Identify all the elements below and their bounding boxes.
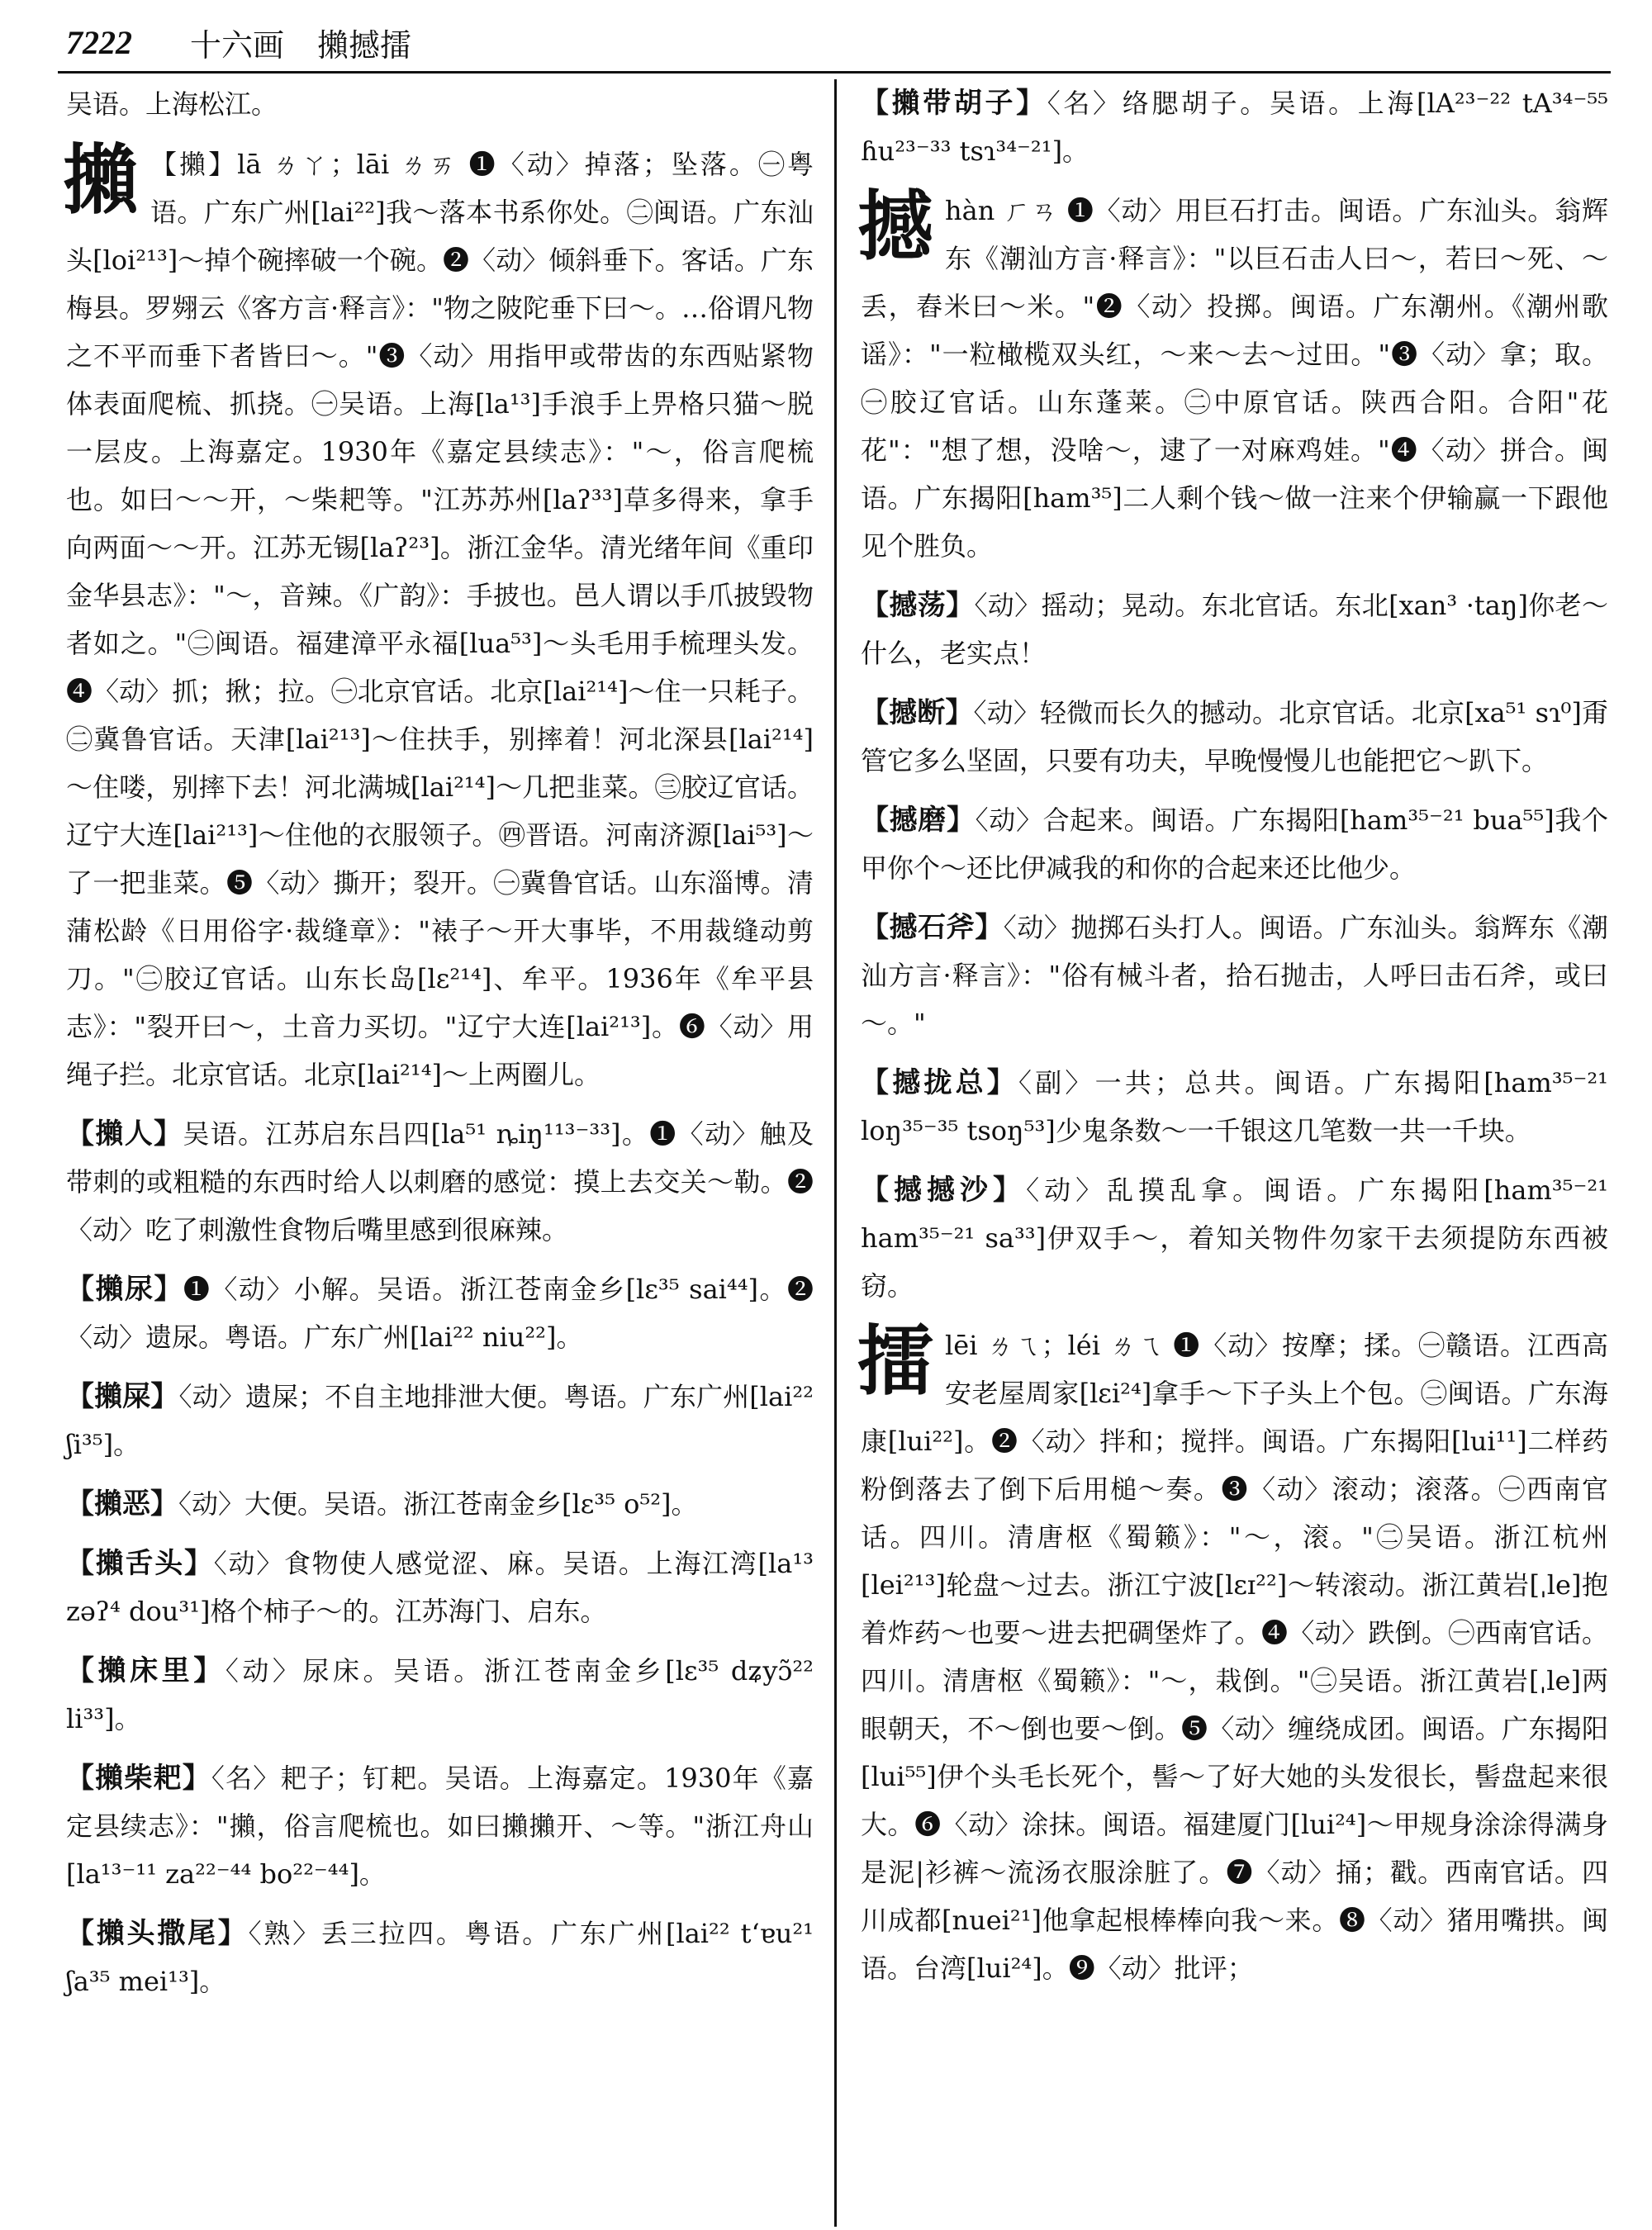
entry-headword: 【攋恶】: [66, 1487, 178, 1521]
dictionary-entry: [861, 689, 1608, 785]
page-header: [66, 18, 1619, 66]
dictionary-entry: [66, 1647, 814, 1743]
continuation-text: 吴语。上海松江。: [66, 88, 278, 120]
dictionary-entry: [861, 1166, 1608, 1310]
entry-headword: 【撼石斧】: [861, 911, 1004, 944]
entry-headword: 【攋床里】: [66, 1654, 225, 1687]
header-characters: 攋撼擂: [317, 26, 412, 64]
entry-body: 〈动〉抛掷石头打人。闽语。广东汕头。翁辉东《潮汕方言·释言》："俗有械斗者，拾石抛击，人呼曰击石斧，或曰～。": [861, 912, 1608, 1039]
head-character-entry: [63, 135, 814, 1098]
entry-headword: 【撼磨】: [861, 804, 976, 837]
entry-headword: 【撼撼沙】: [861, 1174, 1027, 1207]
head-character-body: lēi ㄌㄟ；léi ㄌㄟ ❶〈动〉按摩；揉。㊀赣语。江西高安老屋周家[lɛi²⁴]拿手～下子头上个包。㊁闽语。广东海康[lui²²]。❷〈动〉拌和；搅拌。闽语。广东揭阳[lui¹¹]二样药粉倒落去了倒下后用槌～奏。❸〈动〉滚动；滚落。㊀西南官话。四川。清唐枢《蜀籁》："～，滚。"㊁吴语。浙江杭州[lei²¹³]轮盘～过去。浙江宁波[lɛɪ²²]～转滚动。浙江黄岩[ˌle]抱着炸药～也要～进去把碉堡炸了。❹〈动〉跌倒。㊀西南官话。四川。清唐枢《蜀籁》："～，栽倒。"㊁吴语。浙江黄岩[ˌle]两眼朝天，不～倒也要～倒。❺〈动〉缠绕成团。闽语。广东揭阳[lui⁵⁵]伊个头毛长死个，髻～了好大她的头发很长，髻盘起来很大。❻〈动〉涂抹。闽语。福建厦门[lui²⁴]～甲规身涂涂得满身是泥|衫裤～流汤衣服涂脏了。❼〈动〉捅；戳。西南官话。四川成都[nuei²¹]他拿起根棒棒向我～来。❽〈动〉猪用嘴拱。闽语。台湾[lui²⁴]。❾〈动〉批评；: [861, 1330, 1608, 1984]
entry-headword: 【攋带胡子】: [861, 87, 1047, 120]
dictionary-entry: [861, 1059, 1608, 1155]
entry-headword: 【撼拢总】: [861, 1066, 1019, 1099]
dictionary-entry: [861, 904, 1608, 1047]
dictionary-entry: [66, 1373, 814, 1468]
entry-headword: 【攋柴耙】: [66, 1762, 211, 1795]
page-number: 7222: [66, 23, 132, 61]
entry-body: 〈熟〉丢三拉四。粤语。广东广州[lai²² tʻɐu²¹ ʃa³⁵ mei¹³]。: [66, 1918, 814, 1997]
entry-body: 〈名〉耙子；钉耙。吴语。上海嘉定。1930年《嘉定县续志》："攋，俗言爬梳也。如曰攋攋开、～等。"浙江舟山[la¹³⁻¹¹ za²²⁻⁴⁴ bo²²⁻⁴⁴]。: [66, 1763, 814, 1890]
entry-body: 〈动〉遗屎；不自主地排泄大便。粤语。广东广州[lai²² ʃi³⁵]。: [66, 1381, 814, 1460]
column-divider: [834, 79, 837, 2227]
entry-body: 〈动〉尿床。吴语。浙江苍南金乡[lɛ³⁵ dʑyɔ̃²² li³³]。: [66, 1655, 814, 1734]
dictionary-entry: [861, 79, 1608, 175]
right-column: [857, 79, 1608, 1992]
entry-body: 吴语。江苏启东吕四[la⁵¹ ȵiŋ¹¹³⁻³³]。❶〈动〉触及带刺的或粗糙的东西时给人以刺磨的感觉：摸上去交关～勒。❷〈动〉吃了刺激性食物后嘴里感到很麻辣。: [66, 1118, 814, 1245]
entry-body: 〈动〉乱摸乱拿。闽语。广东揭阳[ham³⁵⁻²¹ ham³⁵⁻²¹ sa³³]伊双手～，着知关物件勿家干去须提防东西被窃。: [861, 1174, 1608, 1302]
dictionary-entry: [66, 1910, 814, 2005]
entry-body: 〈动〉合起来。闽语。广东揭阳[ham³⁵⁻²¹ bua⁵⁵]我个甲你个～还比伊减我的和你的合起来还比他少。: [861, 804, 1608, 884]
entry-body: 〈动〉摇动；晃动。东北官话。东北[xan³ ·taŋ]你老～什么，老实点！: [861, 590, 1608, 669]
entry-headword: 【撼断】: [861, 696, 974, 729]
head-character: 擂: [857, 1317, 934, 1406]
entry-headword: 【攋尿】: [66, 1273, 183, 1306]
dictionary-entry: [66, 1110, 814, 1254]
dictionary-entry: [861, 796, 1608, 892]
entry-headword: 【攋舌头】: [66, 1547, 214, 1580]
stroke-count-label: 十六画: [190, 26, 285, 64]
dictionary-entry: [66, 1265, 814, 1361]
entry-body: 〈名〉络腮胡子。吴语。上海[lA²³⁻²² tA³⁴⁻⁵⁵ ɦu²³⁻³³ tsɿ³⁴⁻²¹]。: [861, 88, 1608, 167]
dictionary-entry: [861, 581, 1608, 677]
dictionary-entry: [66, 1540, 814, 1635]
entry-headword: 【攋人】: [66, 1117, 183, 1151]
entry-body: ❶〈动〉小解。吴语。浙江苍南金乡[lɛ³⁵ sai⁴⁴]。❷〈动〉遗尿。粤语。广东广州[lai²² niu²²]。: [66, 1274, 814, 1353]
head-character: 攋: [63, 135, 140, 225]
entry-headword: 【攋屎】: [66, 1380, 179, 1413]
header-rule: [58, 71, 1611, 74]
left-column: [63, 79, 814, 2005]
dictionary-entry: [66, 1480, 814, 1528]
entry-body: 〈动〉食物使人感觉涩、麻。吴语。上海江湾[la¹³ zəʔ⁴ dou³¹]格个柿子～的。江苏海门、启东。: [66, 1548, 814, 1627]
head-character: 撼: [857, 182, 934, 271]
entry-headword: 【撼荡】: [861, 589, 975, 622]
head-character-entry: [857, 1317, 1608, 1992]
entry-body: 〈动〉大便。吴语。浙江苍南金乡[lɛ³⁵ o⁵²]。: [178, 1488, 698, 1520]
head-character-body: 【攋】lā ㄌㄚ；lāi ㄌㄞ ❶〈动〉掉落；坠落。㊀粤语。广东广州[lai²²]我～落本书系你处。㊁闽语。广东汕头[loi²¹³]～掉个碗摔破一个碗。❷〈动〉倾斜垂下。客话。广东梅县。罗翙云《客方言·释言》："物之陂陀垂下曰～。…俗谓凡物之不平而垂下者皆曰～。"❸〈动〉用指甲或带齿的东西贴紧物体表面爬梳、抓挠。㊀吴语。上海[la¹³]手浪手上畀格只猫～脱一层皮。上海嘉定。1930年《嘉定县续志》："～，俗言爬梳也。如曰～～开，～柴耙等。"江苏苏州[laʔ³³]草多得来，拿手向两面～～开。江苏无锡[laʔ²³]。浙江金华。清光绪年间《重印金华县志》："～，音辣。《广韵》：手披也。邑人谓以手爪披毁物者如之。"㊁闽语。福建漳平永福[lua⁵³]～头毛用手梳理头发。❹〈动〉抓；揪；拉。㊀北京官话。北京[lai²¹⁴]～住一只耗子。㊁冀鲁官话。天津[lai²¹³]～住扶手，别摔着！河北深县[lai²¹⁴]～住喽，别摔下去！河北满城[lai²¹⁴]～几把韭菜。㊂胶辽官话。辽宁大连[lai²¹³]～住他的衣服领子。㊃晋语。河南济源[lai⁵³]～了一把韭菜。❺〈动〉撕开；裂开。㊀冀鲁官话。山东淄博。清蒲松龄《日用俗字·裁缝章》："裱子～开大事毕，不用裁缝动剪刀。"㊁胶辽官话。山东长岛[lɛ²¹⁴]、牟平。1936年《牟平县志》："裂开曰～，土音力买切。"辽宁大连[lai²¹³]。❻〈动〉用绳子拦。北京官话。北京[lai²¹⁴]～上两圈儿。: [66, 149, 814, 1090]
head-character-entry: [857, 182, 1608, 570]
entry-body: 〈副〉一共；总共。闽语。广东揭阳[ham³⁵⁻²¹ loŋ³⁵⁻³⁵ tsoŋ⁵³]少鬼条数～一千银这几笔数一共一千块。: [861, 1067, 1608, 1146]
dictionary-entry: [66, 1754, 814, 1898]
head-character-body: hàn ㄏㄢ ❶〈动〉用巨石打击。闽语。广东汕头。翁辉东《潮汕方言·释言》："以巨石击人曰～，若曰～死、～丢，舂米曰～米。"❷〈动〉投掷。闽语。广东潮州。《潮州歌谣》："一粒橄榄双头红，～来～去～过田。"❸〈动〉拿；取。㊀胶辽官话。山东蓬莱。㊁中原官话。陕西合阳。合阳"花花"："想了想，没啥～，逮了一对麻鸡娃。"❹〈动〉拼合。闽语。广东揭阳[ham³⁵]二人剩个钱～做一注来个伊输赢一下跟他见个胜负。: [861, 195, 1608, 562]
entry-headword: 【攋头撒尾】: [66, 1917, 249, 1950]
entry-body: 〈动〉轻微而长久的撼动。北京官话。北京[xa⁵¹ sɿ⁰]甭管它多么坚固，只要有功夫，早晚慢慢儿也能把它～趴下。: [861, 697, 1608, 776]
